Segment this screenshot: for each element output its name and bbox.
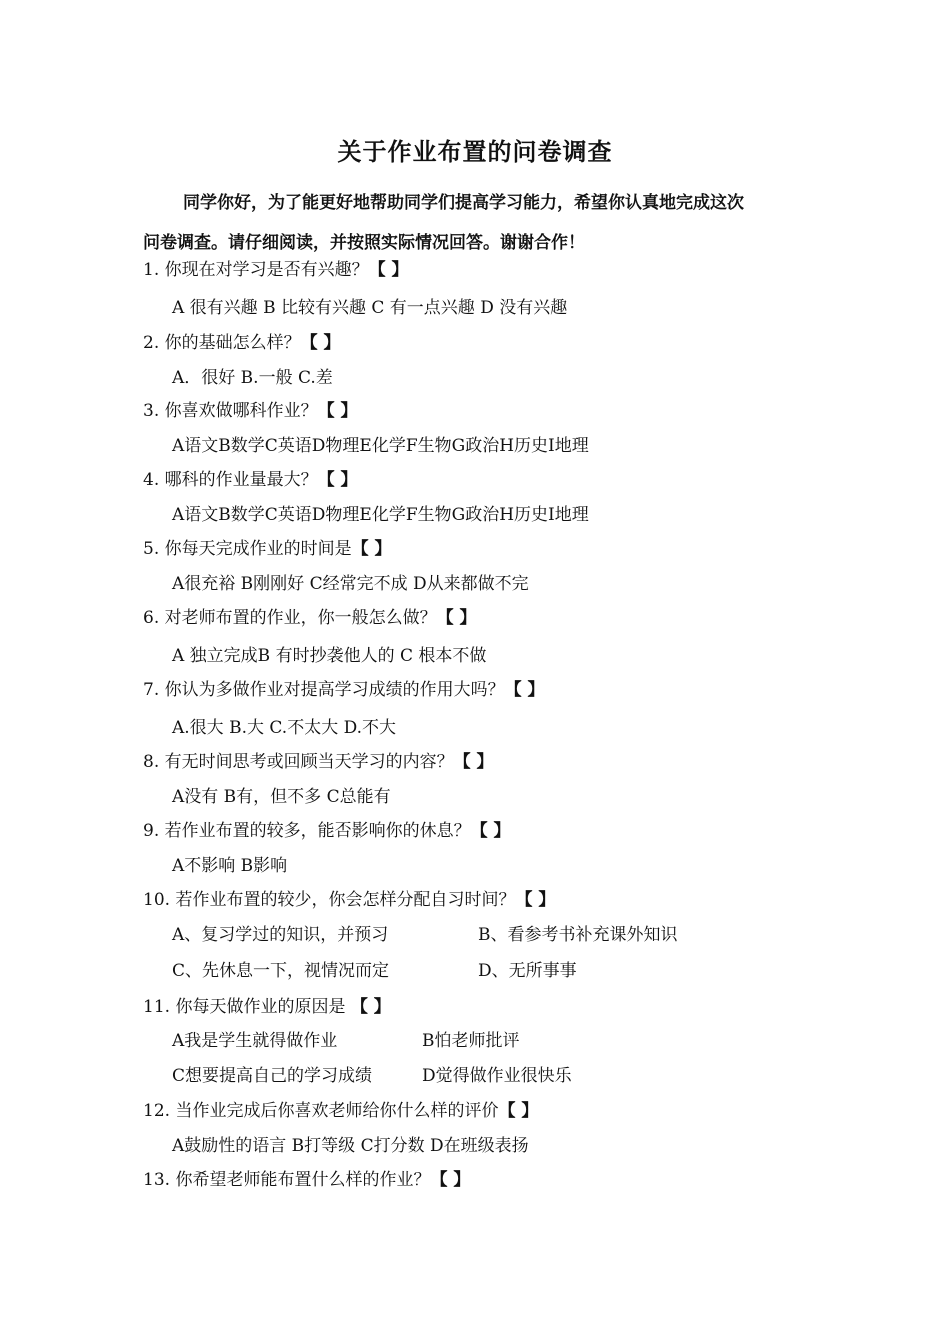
question-3 [143,400,358,422]
answer-bracket: 【 】 [317,401,358,421]
page-title: 关于作业布置的问卷调查 [337,138,613,166]
question-5-options: A很充裕 B刚刚好 C经常完不成 D从来都做不完 [172,574,529,594]
question-text: 13. 你希望老师能布置什么样的作业？ [143,1170,431,1190]
answer-bracket: 【 】 [430,1170,471,1190]
question-2 [143,332,341,354]
question-text: 3. 你喜欢做哪科作业？ [143,401,318,421]
question-text: 12. 当作业完成后你喜欢老师给你什么样的评价 [143,1101,499,1121]
answer-bracket: 【 】 [470,821,511,841]
question-text: 11. 你每天做作业的原因是 [143,997,351,1017]
question-text: 2. 你的基础怎么样？ [143,333,301,353]
question-5 [143,538,392,560]
question-7 [143,679,545,701]
question-11 [143,996,391,1018]
question-10 [143,889,555,911]
answer-bracket: 【 】 [453,752,494,772]
intro-line-1: 同学你好，为了能更好地帮助同学们提高学习能力，希望你认真地完成这次 [183,193,744,213]
question-text: 5. 你每天完成作业的时间是 [143,539,352,559]
question-10-option-b: B、看参考书补充课外知识 [478,925,678,945]
answer-bracket: 【 】 [350,997,391,1017]
question-1 [143,259,409,281]
question-10-option-c: C、先休息一下，视情况而定 [172,961,390,981]
question-10-option-d: D、无所事事 [478,961,577,981]
question-3-options: A语文B数学C英语D物理E化学F生物G政治H历史I地理 [172,436,589,456]
question-6 [143,607,477,629]
question-text: 4. 哪科的作业量最大？ [143,470,318,490]
question-7-options: A.很大 B.大 C.不太大 D.不大 [172,718,397,738]
question-text: 7. 你认为多做作业对提高学习成绩的作用大吗？ [143,680,505,700]
question-text: 1. 你现在对学习是否有兴趣？ [143,260,369,280]
answer-bracket: 【 】 [317,470,358,490]
question-8-options: A没有 B有，但不多 C总能有 [172,787,391,807]
answer-bracket: 【 】 [436,608,477,628]
question-4-options: A语文B数学C英语D物理E化学F生物G政治H历史I地理 [172,505,589,525]
question-6-options: A 独立完成B 有时抄袭他人的 C 根本不做 [172,646,487,666]
question-11-option-a: A我是学生就得做作业 [172,1031,338,1051]
question-text: 8. 有无时间思考或回顾当天学习的内容？ [143,752,454,772]
question-12-options: A鼓励性的语言 B打等级 C打分数 D在班级表扬 [172,1136,529,1156]
question-4 [143,469,358,491]
question-12 [143,1100,538,1122]
answer-bracket: 【 】 [351,539,392,559]
question-9-options: A不影响 B影响 [172,856,288,876]
answer-bracket: 【 】 [498,1101,539,1121]
answer-bracket: 【 】 [515,890,556,910]
answer-bracket: 【 】 [368,260,409,280]
question-13 [143,1169,470,1191]
question-11-option-d: D觉得做作业很快乐 [422,1066,572,1086]
question-8 [143,751,494,773]
question-text: 10. 若作业布置的较少，你会怎样分配自习时间？ [143,890,516,910]
question-9 [143,820,511,842]
question-text: 6. 对老师布置的作业，你一般怎么做？ [143,608,437,628]
question-2-options: A．很好 B.一般 C.差 [172,368,333,388]
question-10-option-a: A、复习学过的知识，并预习 [172,925,389,945]
question-11-option-c: C想要提高自己的学习成绩 [172,1066,373,1086]
question-text: 9. 若作业布置的较多，能否影响你的休息？ [143,821,471,841]
question-1-options: A 很有兴趣 B 比较有兴趣 C 有一点兴趣 D 没有兴趣 [172,298,568,318]
intro-line-2: 问卷调查。请仔细阅读，并按照实际情况回答。谢谢合作！ [143,233,585,253]
answer-bracket: 【 】 [300,333,341,353]
question-11-option-b: B怕老师批评 [422,1031,520,1051]
answer-bracket: 【 】 [504,680,545,700]
